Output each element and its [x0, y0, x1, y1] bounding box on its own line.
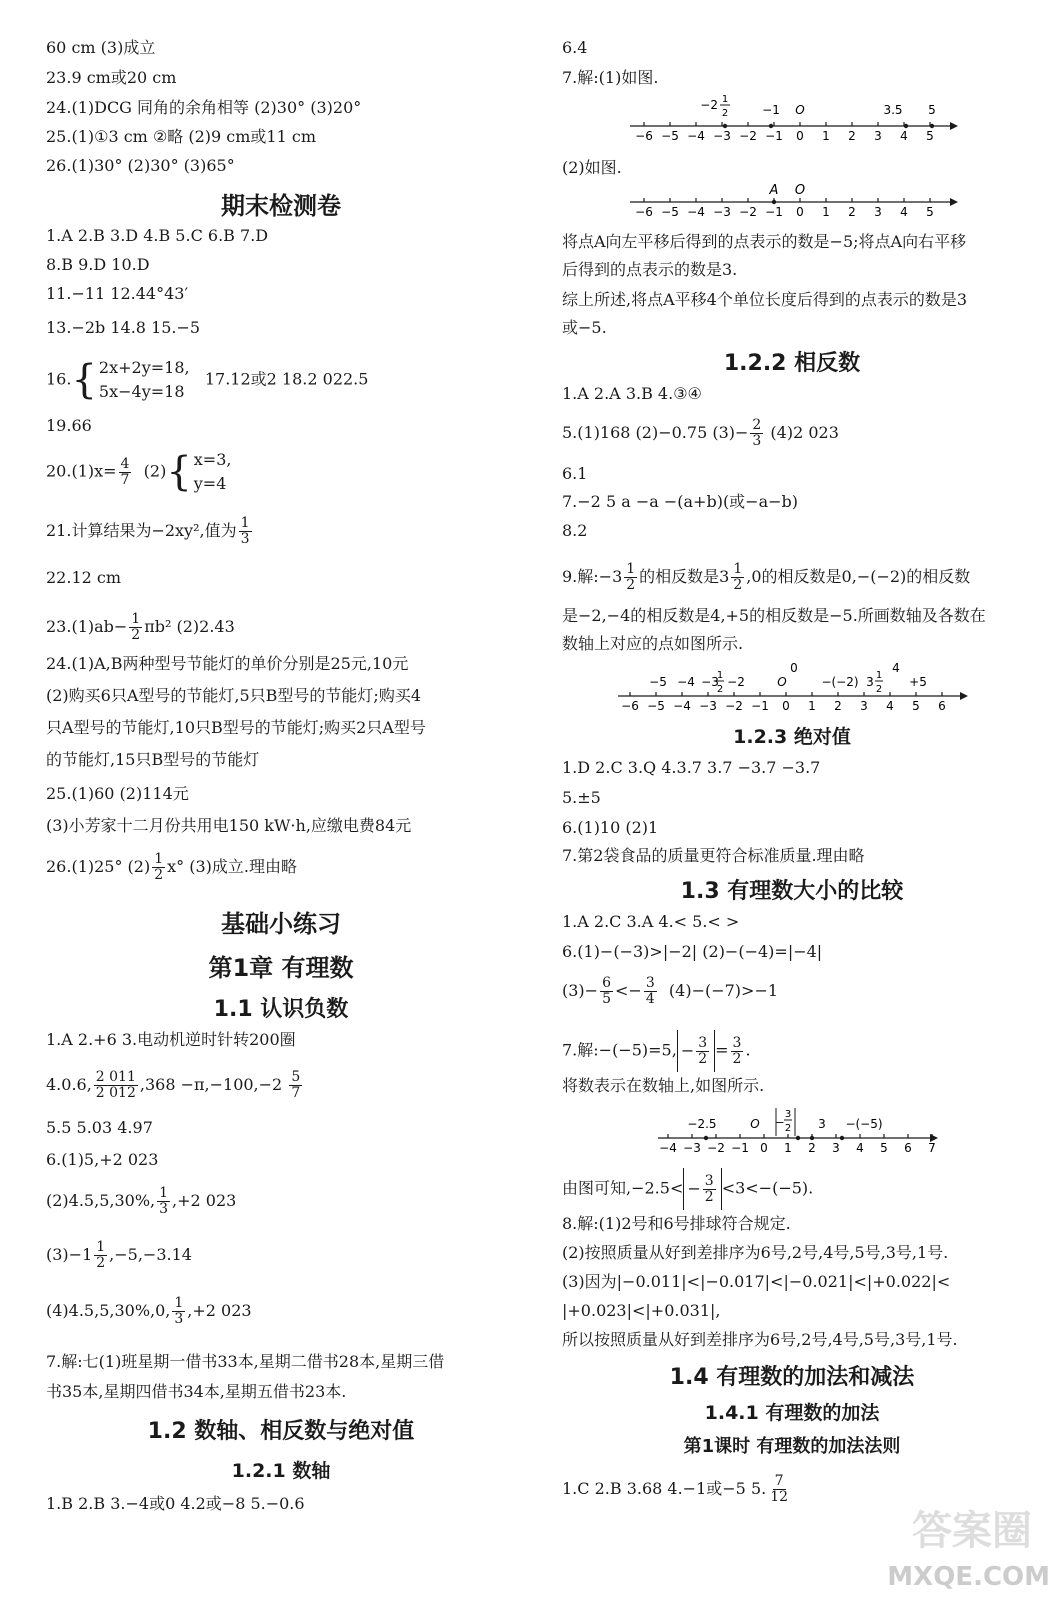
- text: ,−5,−3.14: [109, 1245, 192, 1264]
- text-line: 13.−2b 14.8 15.−5: [46, 318, 201, 337]
- tick-label: 1: [808, 699, 816, 713]
- equation-row: 2x+2y=18,: [98, 358, 190, 377]
- tick-label: 4: [886, 699, 894, 713]
- subsection-heading: 1.2.3 绝对值: [733, 726, 851, 748]
- watermark-logo: 答案圈: [912, 1508, 1032, 1554]
- svg-text:−3: −3: [701, 675, 719, 689]
- label-neg-2-5: −2.5: [687, 1117, 717, 1131]
- tick-label: 0: [760, 1141, 768, 1155]
- point: [930, 124, 934, 128]
- text: 23.(1)ab−: [46, 617, 128, 636]
- answer-6-3: [562, 976, 778, 1007]
- tick-label: −2: [725, 699, 743, 713]
- label-neg-4: −4: [677, 675, 695, 689]
- text: (4)4.5,5,30%,0,: [46, 1301, 171, 1320]
- text-line: 7.−2 5 a −a −(a+b)(或−a−b): [562, 492, 799, 511]
- fraction: [624, 562, 637, 593]
- text-line: 1.A 2.C 3.A 4.< 5.< >: [562, 912, 740, 931]
- point: [704, 1136, 708, 1140]
- tick-label: 4: [856, 1141, 864, 1155]
- text-line: 后得到的点表示的数是3.: [562, 260, 738, 279]
- text: (4)2 023: [770, 423, 839, 442]
- label-3-5: 3.5: [883, 103, 903, 117]
- svg-text:1: 1: [716, 670, 724, 681]
- text-line: 5.5 5.03 4.97: [46, 1118, 153, 1137]
- label-origin: O: [750, 1117, 760, 1131]
- denominator: 2: [732, 1050, 742, 1067]
- answer-5: [562, 418, 839, 449]
- numerator: 7: [774, 1473, 784, 1489]
- label-zero: 0: [790, 661, 798, 675]
- tick-group: [621, 692, 946, 713]
- denominator: 3: [174, 1311, 184, 1327]
- text-line: 的节能灯,15只B型号的节能灯: [46, 750, 260, 769]
- point: [840, 1136, 844, 1140]
- text-line: 25.(1)60 (2)114元: [46, 784, 189, 803]
- numerator: 3: [698, 1034, 708, 1051]
- text-line: 综上所述,将点A平移4个单位长度后得到的点表示的数是3: [562, 290, 968, 309]
- section-heading: 1.2 数轴、相反数与绝对值: [147, 1419, 415, 1444]
- label-neg-2: −2: [727, 675, 745, 689]
- answer-20: [46, 448, 231, 496]
- fraction: [731, 562, 744, 593]
- tick-label: −3: [683, 1141, 701, 1155]
- text: (4)−(−7)>−1: [668, 981, 779, 1000]
- text-line: 11.−11 12.44°43′: [46, 284, 189, 303]
- denominator: 2: [704, 1188, 714, 1205]
- answer-21: [46, 516, 254, 547]
- denominator: 2 012: [95, 1085, 136, 1101]
- svg-text:3: 3: [784, 1109, 792, 1120]
- equation-system: [71, 356, 189, 404]
- subsection-heading: 1.2.2 相反数: [723, 351, 861, 376]
- fraction: [119, 457, 132, 488]
- text-line: 书35本,星期四借书34本,星期五借书23本.: [46, 1382, 347, 1401]
- text-line: 26.(1)30° (2)30° (3)65°: [46, 156, 235, 175]
- tick-label: 3: [874, 129, 882, 143]
- tick-label: 0: [796, 129, 804, 143]
- text-line: 6.(1)−(−3)>|−2| (2)−(−4)=|−4|: [562, 942, 823, 961]
- fraction: [129, 612, 142, 643]
- tick-group: [635, 198, 934, 219]
- numerator: 1: [733, 561, 743, 577]
- denominator: 2: [131, 627, 141, 643]
- numerator: 1: [154, 851, 164, 867]
- tick-label: 4: [900, 129, 908, 143]
- answer-23: [46, 612, 235, 643]
- text: <−: [615, 981, 642, 1000]
- section-heading: 1.1 认识负数: [213, 997, 349, 1022]
- tick-label: 3: [832, 1141, 840, 1155]
- denominator: 2: [154, 867, 164, 883]
- text-line: |+0.023|<|+0.031|,: [562, 1301, 721, 1320]
- tick-label: 2: [834, 699, 842, 713]
- svg-text:2: 2: [716, 684, 724, 695]
- tick-label: −2: [707, 1141, 725, 1155]
- equation-row: x=3,: [193, 450, 232, 469]
- text: x° (3)成立.理由略: [167, 857, 298, 876]
- text-line: 6.(1)10 (2)1: [562, 818, 659, 837]
- label-origin: O: [777, 675, 787, 689]
- text: 9.解:−3: [562, 567, 623, 586]
- label-abs-neg-3-half: [775, 1108, 795, 1136]
- text-line: 60 cm (3)成立: [46, 38, 156, 57]
- text-line: 6.4: [562, 38, 588, 57]
- numerator: 5: [291, 1069, 301, 1085]
- fraction: [239, 516, 252, 547]
- text-line: 25.(1)①3 cm ②略 (2)9 cm或11 cm: [46, 127, 317, 146]
- label-3: 3: [818, 1117, 826, 1131]
- fraction: [731, 1036, 744, 1067]
- text-line: 8.2: [562, 521, 588, 540]
- axis-arrow: [950, 122, 958, 130]
- numerator: 1: [96, 1239, 106, 1255]
- point: [904, 124, 908, 128]
- tick-label: 6: [938, 699, 946, 713]
- fraction: [172, 1296, 185, 1327]
- text-line: 19.66: [46, 416, 92, 435]
- text-line: 23.9 cm或20 cm: [46, 68, 177, 87]
- text-line: 24.(1)A,B两种型号节能灯的单价分别是25元,10元: [46, 654, 409, 673]
- text-line: 7.解:(1)如图.: [562, 68, 659, 87]
- fraction: [768, 1474, 790, 1505]
- absolute-value: − $\frac{3}{2}$: [677, 1030, 715, 1072]
- watermark: MXQE.COM: [887, 1562, 1050, 1592]
- text-line: (3)因为|−0.011|<|−0.017|<|−0.021|<|+0.022|<: [562, 1272, 951, 1291]
- text: (2): [143, 461, 167, 481]
- tick-label: −1: [765, 205, 783, 219]
- denominator: 2: [733, 577, 743, 593]
- tick-label: 4: [900, 205, 908, 219]
- text: (3)−: [562, 981, 599, 1000]
- fraction: [696, 1036, 709, 1067]
- tick-label: 1: [822, 205, 830, 219]
- fraction: [94, 1240, 107, 1271]
- text: 20.(1)x=: [46, 461, 117, 481]
- tick-label: 5: [926, 129, 934, 143]
- text-line: 将点A向左平移后得到的点表示的数是−5;将点A向右平移: [562, 232, 967, 251]
- tick-label: −4: [659, 1141, 677, 1155]
- text: 4.0.6,: [46, 1075, 92, 1094]
- tick-label: −1: [765, 129, 783, 143]
- answer-6-4: [46, 1296, 252, 1327]
- tick-label: 7: [928, 1141, 936, 1155]
- label-plus-5: +5: [909, 675, 927, 689]
- svg-text:2: 2: [721, 108, 729, 119]
- text-line: (2)按照质量从好到差排序为6号,2号,4号,5号,3号,1号.: [562, 1243, 949, 1262]
- fraction: [750, 418, 763, 449]
- fraction: [289, 1070, 302, 1101]
- fraction: [157, 1186, 170, 1217]
- text-line: 只A型号的节能灯,10只B型号的节能灯;购买2只A型号: [46, 718, 426, 737]
- text: ,368 −π,−100,−2: [139, 1075, 283, 1094]
- label-5: 5: [928, 103, 936, 117]
- label-neg-1: −1: [762, 103, 780, 117]
- tick-group: [635, 122, 934, 143]
- text-line: 将数表示在数轴上,如图所示.: [562, 1076, 765, 1095]
- text-line: (2)购买6只A型号的节能灯,5只B型号的节能灯;购买4: [46, 686, 421, 705]
- denominator: 3: [752, 433, 762, 449]
- tick-label: 6: [904, 1141, 912, 1155]
- text: 1.C 2.B 3.68 4.−1或−5 5.: [562, 1479, 767, 1498]
- chapter-heading: 第1章 有理数: [208, 954, 354, 982]
- equation-system: [166, 448, 231, 496]
- label-neg-2-half: [700, 94, 730, 119]
- text: 21.计算结果为−2xy²,值为: [46, 521, 237, 540]
- tick-label: 0: [782, 699, 790, 713]
- numerator: 3: [732, 1034, 742, 1051]
- label-point-a: A: [769, 183, 779, 198]
- denominator: 12: [770, 1489, 789, 1505]
- answer-6-2: [46, 1186, 236, 1217]
- text: ,+2 023: [172, 1191, 237, 1210]
- numerator: 3: [704, 1172, 714, 1189]
- text-line: (3)小芳家十二月份共用电150 kW·h,应缴电费84元: [46, 816, 412, 835]
- number-line-figure-2: [620, 180, 960, 226]
- fraction: [703, 1174, 716, 1205]
- denominator: 7: [291, 1085, 301, 1101]
- denominator: 2: [96, 1255, 106, 1271]
- text: (2)4.5,5,30%,: [46, 1191, 156, 1210]
- label-neg-neg-5: −(−5): [845, 1117, 883, 1131]
- tick-label: −6: [621, 699, 639, 713]
- fraction: [152, 852, 165, 883]
- text: 5.(1)168 (2)−0.75 (3)−: [562, 423, 749, 442]
- label: 16.: [46, 369, 72, 389]
- brace-glyph: {: [166, 449, 192, 495]
- denominator: 5: [602, 991, 611, 1007]
- text: ,0的相反数是0,−(−2)的相反数: [746, 567, 971, 586]
- tick-label: −5: [647, 699, 665, 713]
- tick-label: −2: [739, 205, 757, 219]
- text-line: 5.±5: [562, 788, 601, 807]
- text: 由图可知,−2.5<: [562, 1178, 684, 1198]
- brace-glyph: {: [71, 357, 97, 403]
- tick-label: −5: [661, 129, 679, 143]
- text-line: 8.B 9.D 10.D: [46, 255, 150, 274]
- tick-label: 2: [848, 129, 856, 143]
- text: 17.12或2 18.2 022.5: [204, 369, 369, 389]
- tick-label: 1: [784, 1141, 792, 1155]
- tick-label: 2: [808, 1141, 816, 1155]
- text-line: 8.解:(1)2号和6号排球符合规定.: [562, 1214, 791, 1233]
- subsection-heading: 1.2.1 数轴: [231, 1460, 331, 1482]
- tick-label: 1: [822, 129, 830, 143]
- answer-7-conclusion: [562, 1168, 813, 1210]
- text-line: 6.(1)5,+2 023: [46, 1150, 159, 1169]
- tick-label: −6: [635, 205, 653, 219]
- text: 7.解:−(−5)=5,: [562, 1040, 677, 1060]
- tick-label: 2: [848, 205, 856, 219]
- label-neg-5: −5: [649, 675, 667, 689]
- numerator: 1: [626, 561, 636, 577]
- tick-label: −3: [713, 129, 731, 143]
- tick-label: 5: [880, 1141, 888, 1155]
- denominator: 7: [120, 471, 130, 488]
- text: .: [745, 1040, 751, 1060]
- tick-label: −4: [687, 205, 705, 219]
- numerator: 1: [159, 1185, 169, 1201]
- tick-label: −4: [673, 699, 691, 713]
- svg-text:1: 1: [721, 94, 729, 105]
- text-line: 7.解:七(1)班星期一借书33本,星期二借书28本,星期三借: [46, 1352, 445, 1371]
- point-a: [772, 200, 776, 204]
- numerator: 1: [131, 611, 141, 627]
- answer-4: [46, 1070, 304, 1101]
- lesson-heading: 第1课时 有理数的加法法则: [683, 1436, 901, 1457]
- svg-text:2: 2: [875, 684, 883, 695]
- number-line-figure-3: [612, 656, 972, 716]
- subsection-heading: 1.4.1 有理数的加法: [704, 1402, 880, 1424]
- tick-label: 0: [796, 205, 804, 219]
- denominator: 4: [645, 991, 655, 1007]
- tick-label: −1: [731, 1141, 749, 1155]
- svg-text:1: 1: [875, 670, 883, 681]
- fraction: [600, 976, 613, 1007]
- text: <3<−(−5).: [721, 1178, 814, 1198]
- tick-label: 3: [874, 205, 882, 219]
- tick-label: 5: [912, 699, 920, 713]
- text-line: 或−5.: [562, 318, 607, 337]
- text-line: 7.第2袋食品的质量更符合标准质量.理由略: [562, 846, 865, 865]
- label-origin: O: [794, 183, 806, 198]
- denominator: 3: [240, 531, 250, 547]
- denominator: 3: [159, 1201, 169, 1217]
- tick-label: −3: [713, 205, 731, 219]
- text: 26.(1)25° (2): [46, 857, 151, 876]
- text-line: 6.1: [562, 464, 588, 483]
- numerator: 1: [240, 515, 250, 531]
- point: [723, 124, 727, 128]
- section-heading-final-exam: 期末检测卷: [221, 192, 341, 220]
- text-line: 是−2,−4的相反数是4,+5的相反数是−5.所画数轴及各数在: [562, 606, 986, 625]
- numerator: 2: [752, 417, 762, 433]
- label-origin: O: [795, 103, 805, 117]
- numerator: 6: [602, 975, 611, 991]
- axis-arrow: [960, 692, 968, 700]
- text-line: 1.D 2.C 3.Q 4.3.7 3.7 −3.7 −3.7: [562, 758, 821, 777]
- answer-lesson-1: [562, 1474, 792, 1505]
- text: (3)−1: [46, 1245, 93, 1264]
- axis-arrow: [950, 198, 958, 206]
- numerator: 2 011: [95, 1069, 136, 1085]
- answer-16: [46, 356, 368, 404]
- text: πb² (2)2.43: [144, 617, 235, 636]
- tick-label: 5: [926, 205, 934, 219]
- tick-label: 3: [860, 699, 868, 713]
- answer-7: [562, 1030, 751, 1072]
- tick-label: −3: [699, 699, 717, 713]
- text-line: 22.12 cm: [46, 568, 122, 587]
- text-line: 数轴上对应的点如图所示.: [562, 634, 744, 653]
- answer-9: [562, 562, 970, 593]
- text-line: 1.B 2.B 3.−4或0 4.2或−8 5.−0.6: [46, 1494, 305, 1513]
- tick-label: −5: [661, 205, 679, 219]
- svg-text:2: 2: [784, 1123, 792, 1134]
- section-heading-basic-practice: 基础小练习: [221, 910, 341, 938]
- text-line: 所以按照质量从好到差排序为6号,2号,4号,5号,3号,1号.: [562, 1330, 958, 1349]
- fraction: [94, 1070, 138, 1101]
- fraction: [644, 976, 657, 1007]
- text: =: [715, 1040, 729, 1060]
- tick-label: −6: [635, 129, 653, 143]
- numerator: 4: [120, 455, 130, 472]
- text-line: (2)如图.: [562, 158, 622, 177]
- absolute-value: − $\frac{3}{2}$: [683, 1168, 721, 1210]
- text-line: 24.(1)DCG 同角的余角相等 (2)30° (3)20°: [46, 98, 362, 117]
- denominator: 2: [698, 1050, 708, 1067]
- text-line: 1.A 2.B 3.D 4.B 5.C 6.B 7.D: [46, 226, 269, 245]
- number-line-figure-1: [620, 92, 960, 154]
- label-3-half: [866, 670, 883, 695]
- svg-text:−2: −2: [700, 98, 718, 112]
- point: [810, 1136, 814, 1140]
- point: [769, 124, 773, 128]
- tick-label: −1: [751, 699, 769, 713]
- section-heading: 1.4 有理数的加法和减法: [669, 1365, 915, 1390]
- svg-text:3: 3: [866, 675, 874, 689]
- label-neg-neg-2: −(−2): [821, 675, 859, 689]
- denominator: 2: [626, 577, 636, 593]
- equation-row: y=4: [193, 474, 227, 493]
- svg-text:−: −: [775, 1116, 785, 1129]
- numerator: 3: [645, 975, 655, 991]
- label-neg-3-half: [701, 670, 724, 695]
- answer-26: [46, 852, 297, 883]
- text-line: 1.A 2.A 3.B 4.③④: [562, 384, 702, 403]
- numerator: 1: [174, 1295, 184, 1311]
- tick-label: −2: [739, 129, 757, 143]
- text-line: 1.A 2.+6 3.电动机逆时针转200圈: [46, 1030, 296, 1049]
- equation-row: 5x−4y=18: [98, 382, 185, 401]
- point: [796, 1136, 800, 1140]
- label-4: 4: [892, 661, 900, 675]
- section-heading: 1.3 有理数大小的比较: [680, 879, 904, 904]
- answer-6-3: [46, 1240, 192, 1271]
- number-line-figure-4: [652, 1098, 942, 1160]
- tick-label: −4: [687, 129, 705, 143]
- text: ,+2 023: [187, 1301, 252, 1320]
- text: 的相反数是3: [639, 567, 730, 586]
